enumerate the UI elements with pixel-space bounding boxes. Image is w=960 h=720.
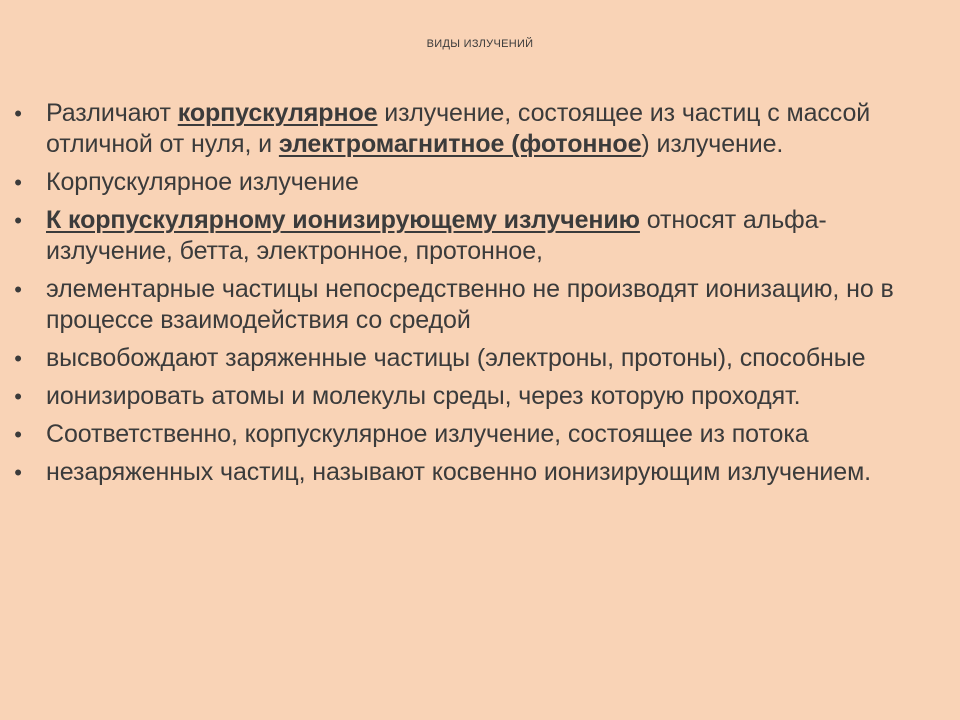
text-segment: ) излучение. (641, 130, 784, 158)
bullet-list (8, 98, 948, 495)
bullet-icon: • (14, 101, 22, 126)
text-segment: высвобождают заряженные частицы (электроны, протоны), способные (46, 344, 866, 372)
slide-title: ВИДЫ ИЗЛУЧЕНИЙ (426, 38, 534, 50)
bullet-item (8, 205, 948, 267)
bullet-icon: • (14, 384, 22, 409)
bullet-item (8, 343, 948, 374)
text-segment: Корпускулярное излучение (46, 168, 359, 196)
text-segment: излучение, состоящее из частиц с массой отличной от нуля, и (46, 99, 871, 158)
text-segment: элементарные частицы непосредственно не производят ионизацию, но в процессе взаимодействия со средой (46, 275, 894, 334)
bullet-item (8, 98, 948, 160)
bullet-icon: • (14, 170, 22, 195)
text-segment: Различают (46, 99, 178, 127)
text-segment: Соответственно, корпускулярное излучение, состоящее из потока (46, 420, 809, 448)
text-segment: незаряженных частиц, называют косвенно ионизирующим излучением. (46, 458, 872, 486)
bullet-icon: • (14, 208, 22, 233)
emphasized-term: электромагнитное (фотонное (278, 130, 642, 158)
bullet-icon: • (14, 346, 22, 371)
emphasized-term: К корпускулярному ионизирующему излучению (46, 206, 640, 234)
bullet-item (8, 167, 948, 198)
emphasized-term: корпускулярное (177, 99, 378, 127)
bullet-item (8, 419, 948, 450)
text-segment: ионизировать атомы и молекулы среды, через которую проходят. (46, 382, 801, 410)
bullet-icon: • (14, 277, 22, 302)
bullet-item (8, 274, 948, 336)
bullet-icon: • (14, 422, 22, 447)
bullet-item (8, 381, 948, 412)
bullet-item (8, 457, 948, 488)
text-segment: относят альфа-излучение, бетта, электронное, протонное, (46, 206, 827, 265)
bullet-icon: • (14, 460, 22, 485)
